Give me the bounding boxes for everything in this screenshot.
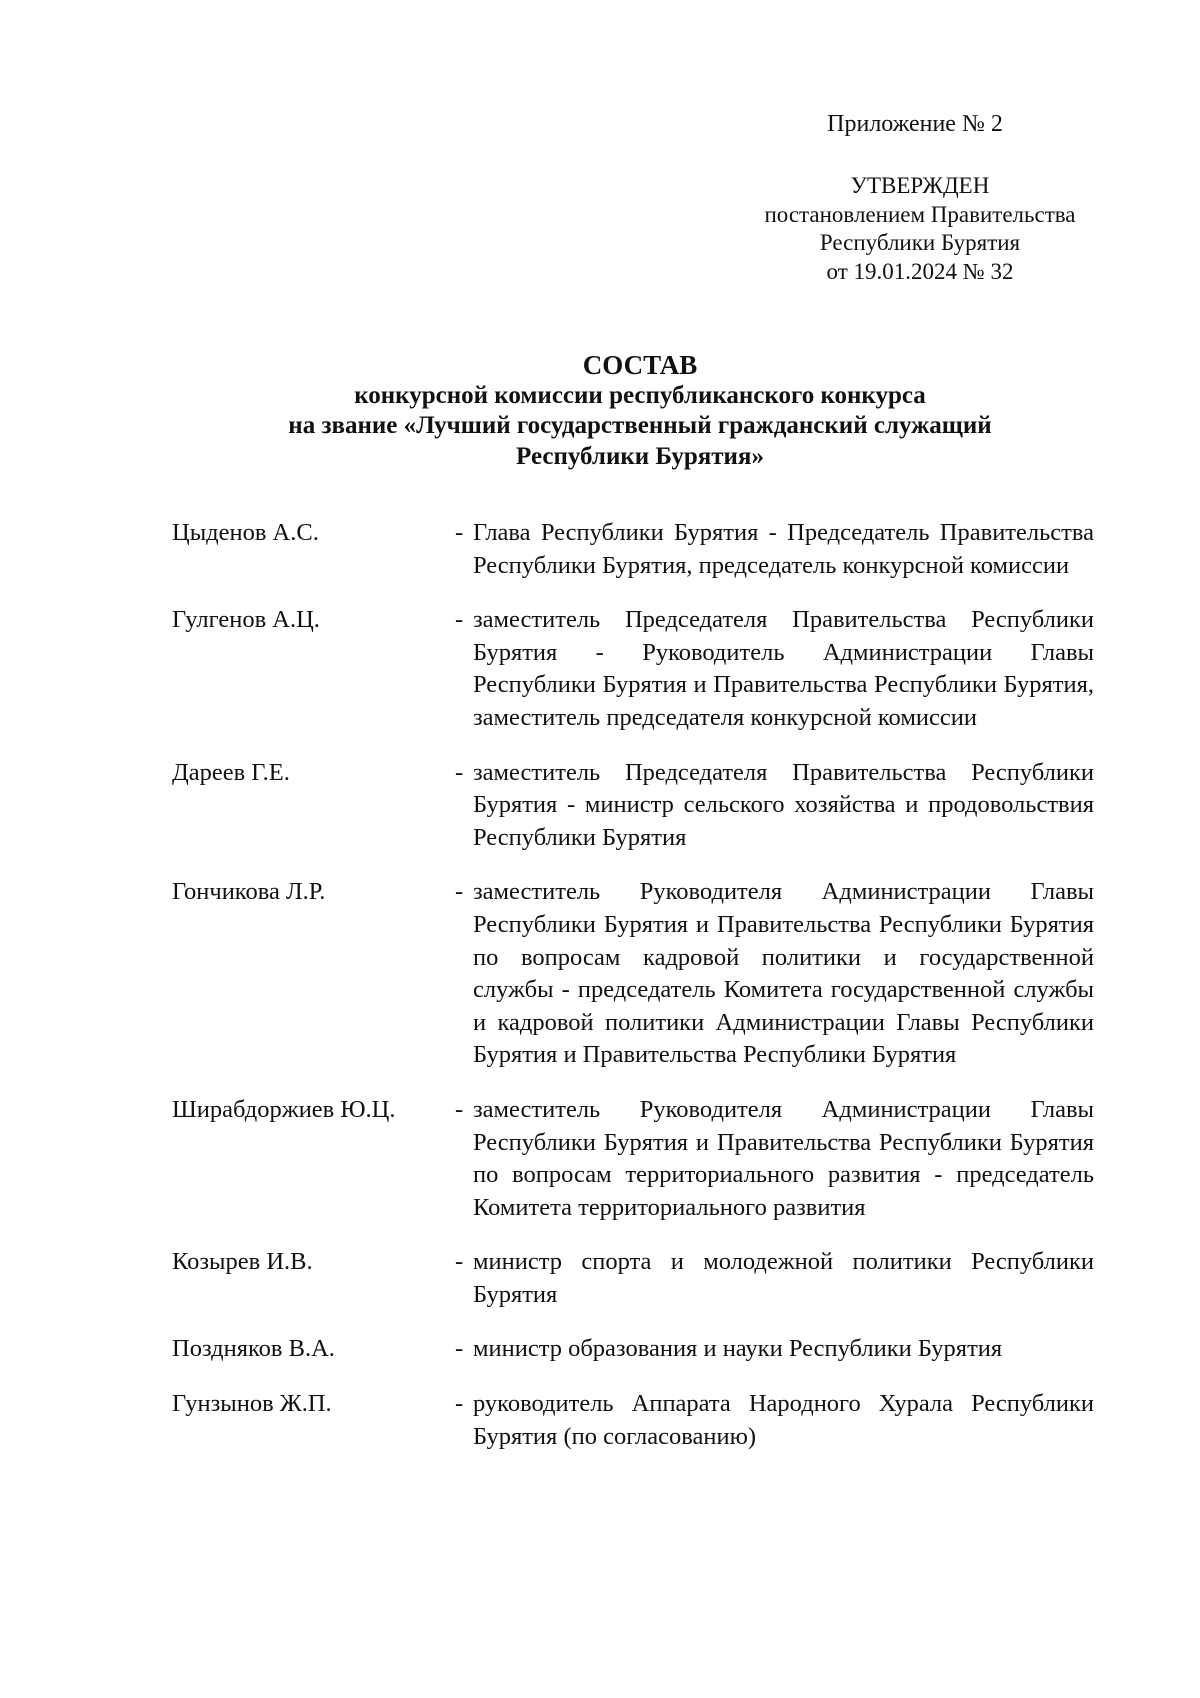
member-role: заместитель Председателя Правительства Республики Бурятия - министр сельского хозяйства и продовольствия Республики Бурятия — [473, 758, 1094, 851]
member-name: Гулгенов А.Ц. — [172, 606, 320, 634]
member-row — [172, 1094, 1094, 1224]
member-role: руководитель Аппарата Народного Хурала Республики Бурятия (по согласованию) — [473, 1390, 1094, 1450]
approval-line-1: УТВЕРЖДЕН — [850, 173, 990, 198]
approval-stamp — [740, 172, 1100, 286]
document-title — [180, 350, 1100, 472]
title-line-3: на звание «Лучший государственный гражданский служащий — [288, 412, 992, 439]
title-main: СОСТАВ — [582, 350, 698, 380]
members-list — [172, 517, 1094, 1475]
title-line-2: конкурсной комиссии республиканского конкурса — [354, 381, 926, 409]
member-name: Цыденов А.С. — [172, 519, 319, 546]
member-name: Поздняков В.А. — [172, 1335, 335, 1363]
approval-line-4: от 19.01.2024 № 32 — [826, 258, 1014, 284]
member-role: заместитель Председателя Правительства Республики Бурятия - Руководитель Администрации Главы Республики Бурятия и Правительства Республики Бурятия, заместитель председателя конкурсной комиссии — [473, 606, 1094, 731]
member-dash: - — [455, 519, 464, 546]
member-row — [172, 876, 1094, 1072]
member-row — [172, 757, 1094, 855]
member-name: Дареев Г.Е. — [172, 758, 290, 786]
member-name: Козырев И.В. — [172, 1248, 313, 1276]
member-dash: - — [455, 758, 464, 786]
approval-line-3: Республики Бурятия — [819, 230, 1021, 255]
member-name: Гончикова Л.Р. — [172, 878, 326, 906]
member-role: министр образования и науки Республики Бурятия — [473, 1335, 1003, 1363]
member-dash: - — [455, 1335, 464, 1363]
member-name: Ширабдоржиев Ю.Ц. — [172, 1095, 396, 1123]
member-role: заместитель Руководителя Администрации Главы Республики Бурятия и Правительства Республики Бурятия по вопросам территориального развития - председатель Комитета территориального развития — [473, 1095, 1094, 1221]
appendix-label: Приложение № 2 — [827, 111, 1003, 137]
member-row — [172, 1333, 1094, 1366]
member-dash: - — [455, 878, 464, 906]
member-dash: - — [455, 1390, 464, 1418]
member-row — [172, 1246, 1094, 1311]
member-row — [172, 517, 1094, 582]
member-dash: - — [455, 1095, 464, 1123]
member-dash: - — [455, 1248, 464, 1276]
member-role: заместитель Руководителя Администрации Главы Республики Бурятия и Правительства Республики Бурятия по вопросам кадровой политики и государственной службы - председатель Комитета государственной службы и кадровой политики Администрации Главы Республики Бурятия и Правительства Республики Бурятия — [473, 878, 1094, 1069]
member-row — [172, 604, 1094, 734]
member-role: министр спорта и молодежной политики Республики Бурятия — [473, 1248, 1094, 1308]
member-role: Глава Республики Бурятия - Председатель Правительства Республики Бурятия, председатель конкурсной комиссии — [473, 519, 1094, 579]
member-name: Гунзынов Ж.П. — [172, 1390, 332, 1418]
member-dash: - — [455, 606, 464, 634]
approval-line-2: постановлением Правительства — [764, 201, 1076, 227]
title-line-4: Республики Бурятия» — [516, 442, 764, 470]
member-row — [172, 1388, 1094, 1453]
